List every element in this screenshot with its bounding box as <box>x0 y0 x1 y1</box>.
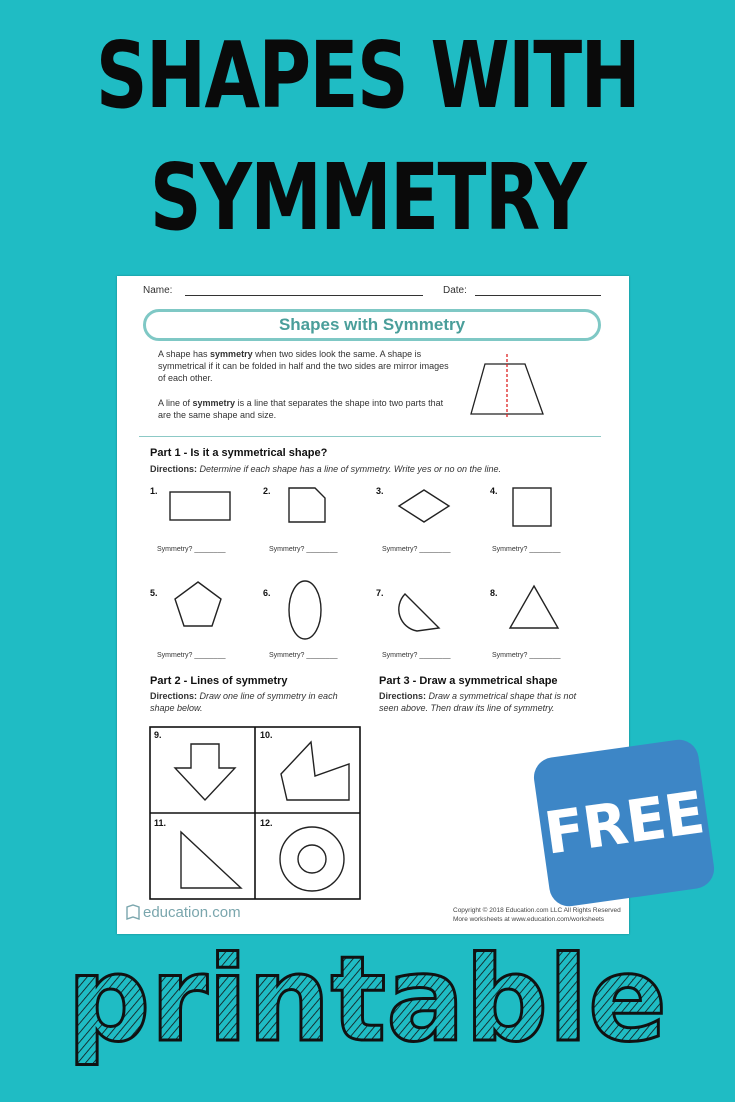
item-number: 8. <box>490 588 498 598</box>
part2-directions: Directions: Draw one line of symmetry in each shape below. <box>150 691 338 713</box>
intro-paragraph-1: A shape has symmetry when two sides look the same. A shape is symmetrical if it can be folded in half and the two sides are mirror images of each other. <box>158 349 449 383</box>
grid-item-number: 10. <box>260 730 273 740</box>
chevron-shape-icon <box>277 738 353 804</box>
name-label: Name: <box>143 285 173 296</box>
item-number: 1. <box>150 486 158 496</box>
item-number: 5. <box>150 588 158 598</box>
symmetry-answer-line[interactable]: Symmetry? ________ <box>269 546 338 553</box>
grid-item-number: 9. <box>154 730 162 740</box>
part3-title: Part 3 - Draw a symmetrical shape <box>379 675 558 687</box>
education-logo-icon <box>125 903 141 921</box>
grid-item-number: 11. <box>154 818 167 828</box>
free-badge <box>531 737 716 909</box>
copyright-text: Copyright © 2018 Education.com LLC All Rights Reserved More worksheets at www.education.com/worksheets <box>453 907 621 923</box>
oval-shape-icon <box>285 578 325 642</box>
rectangle-shape-icon <box>167 488 233 524</box>
headline-line-1: SHAPES WITH <box>95 22 640 129</box>
symmetry-answer-line[interactable]: Symmetry? ________ <box>157 652 226 659</box>
arrow-shape-icon <box>171 740 241 804</box>
symmetry-answer-line[interactable]: Symmetry? ________ <box>157 546 226 553</box>
headline-line-2: SYMMETRY <box>149 144 586 251</box>
pentagon-shape-icon <box>171 578 225 630</box>
date-label: Date: <box>443 285 467 296</box>
intro-paragraph-2: A line of symmetry is a line that separates the shape into two parts that are the same shape and size. <box>158 398 444 420</box>
printable-word <box>55 940 680 1080</box>
grid-item-number: 12. <box>260 818 273 828</box>
worksheet-title: Shapes with Symmetry <box>143 309 601 341</box>
symmetry-answer-line[interactable]: Symmetry? ________ <box>492 652 561 659</box>
name-line <box>185 295 423 296</box>
concentric-circles-icon <box>275 822 349 896</box>
cut-corner-square-icon <box>285 484 329 526</box>
triangle-shape-icon <box>506 582 562 632</box>
item-number: 3. <box>376 486 384 496</box>
square-shape-icon <box>509 484 555 528</box>
rhombus-shape-icon <box>395 486 453 526</box>
part1-directions: Directions: Determine if each shape has a line of symmetry. Write yes or no on the line. <box>150 464 501 474</box>
symmetry-answer-line[interactable]: Symmetry? ________ <box>269 652 338 659</box>
symmetry-answer-line[interactable]: Symmetry? ________ <box>382 546 451 553</box>
item-number: 4. <box>490 486 498 496</box>
symmetry-answer-line[interactable]: Symmetry? ________ <box>382 652 451 659</box>
part2-title: Part 2 - Lines of symmetry <box>150 675 288 687</box>
part1-title: Part 1 - Is it a symmetrical shape? <box>150 447 328 459</box>
item-number: 7. <box>376 588 384 598</box>
date-line <box>475 295 601 296</box>
right-triangle-icon <box>175 828 247 892</box>
free-badge-label: FREE <box>540 778 708 868</box>
education-logo: education.com <box>125 903 241 921</box>
item-number: 6. <box>263 588 271 598</box>
symmetry-answer-line[interactable]: Symmetry? ________ <box>492 546 561 553</box>
printable-text: printable <box>67 940 667 1068</box>
part3-directions: Directions: Draw a symmetrical shape that is not seen above. Then draw its line of symmetry. <box>379 691 577 713</box>
item-number: 2. <box>263 486 271 496</box>
semicircle-shape-icon <box>389 588 445 634</box>
trapezoid-example-icon <box>465 352 555 418</box>
section-divider <box>139 436 601 437</box>
